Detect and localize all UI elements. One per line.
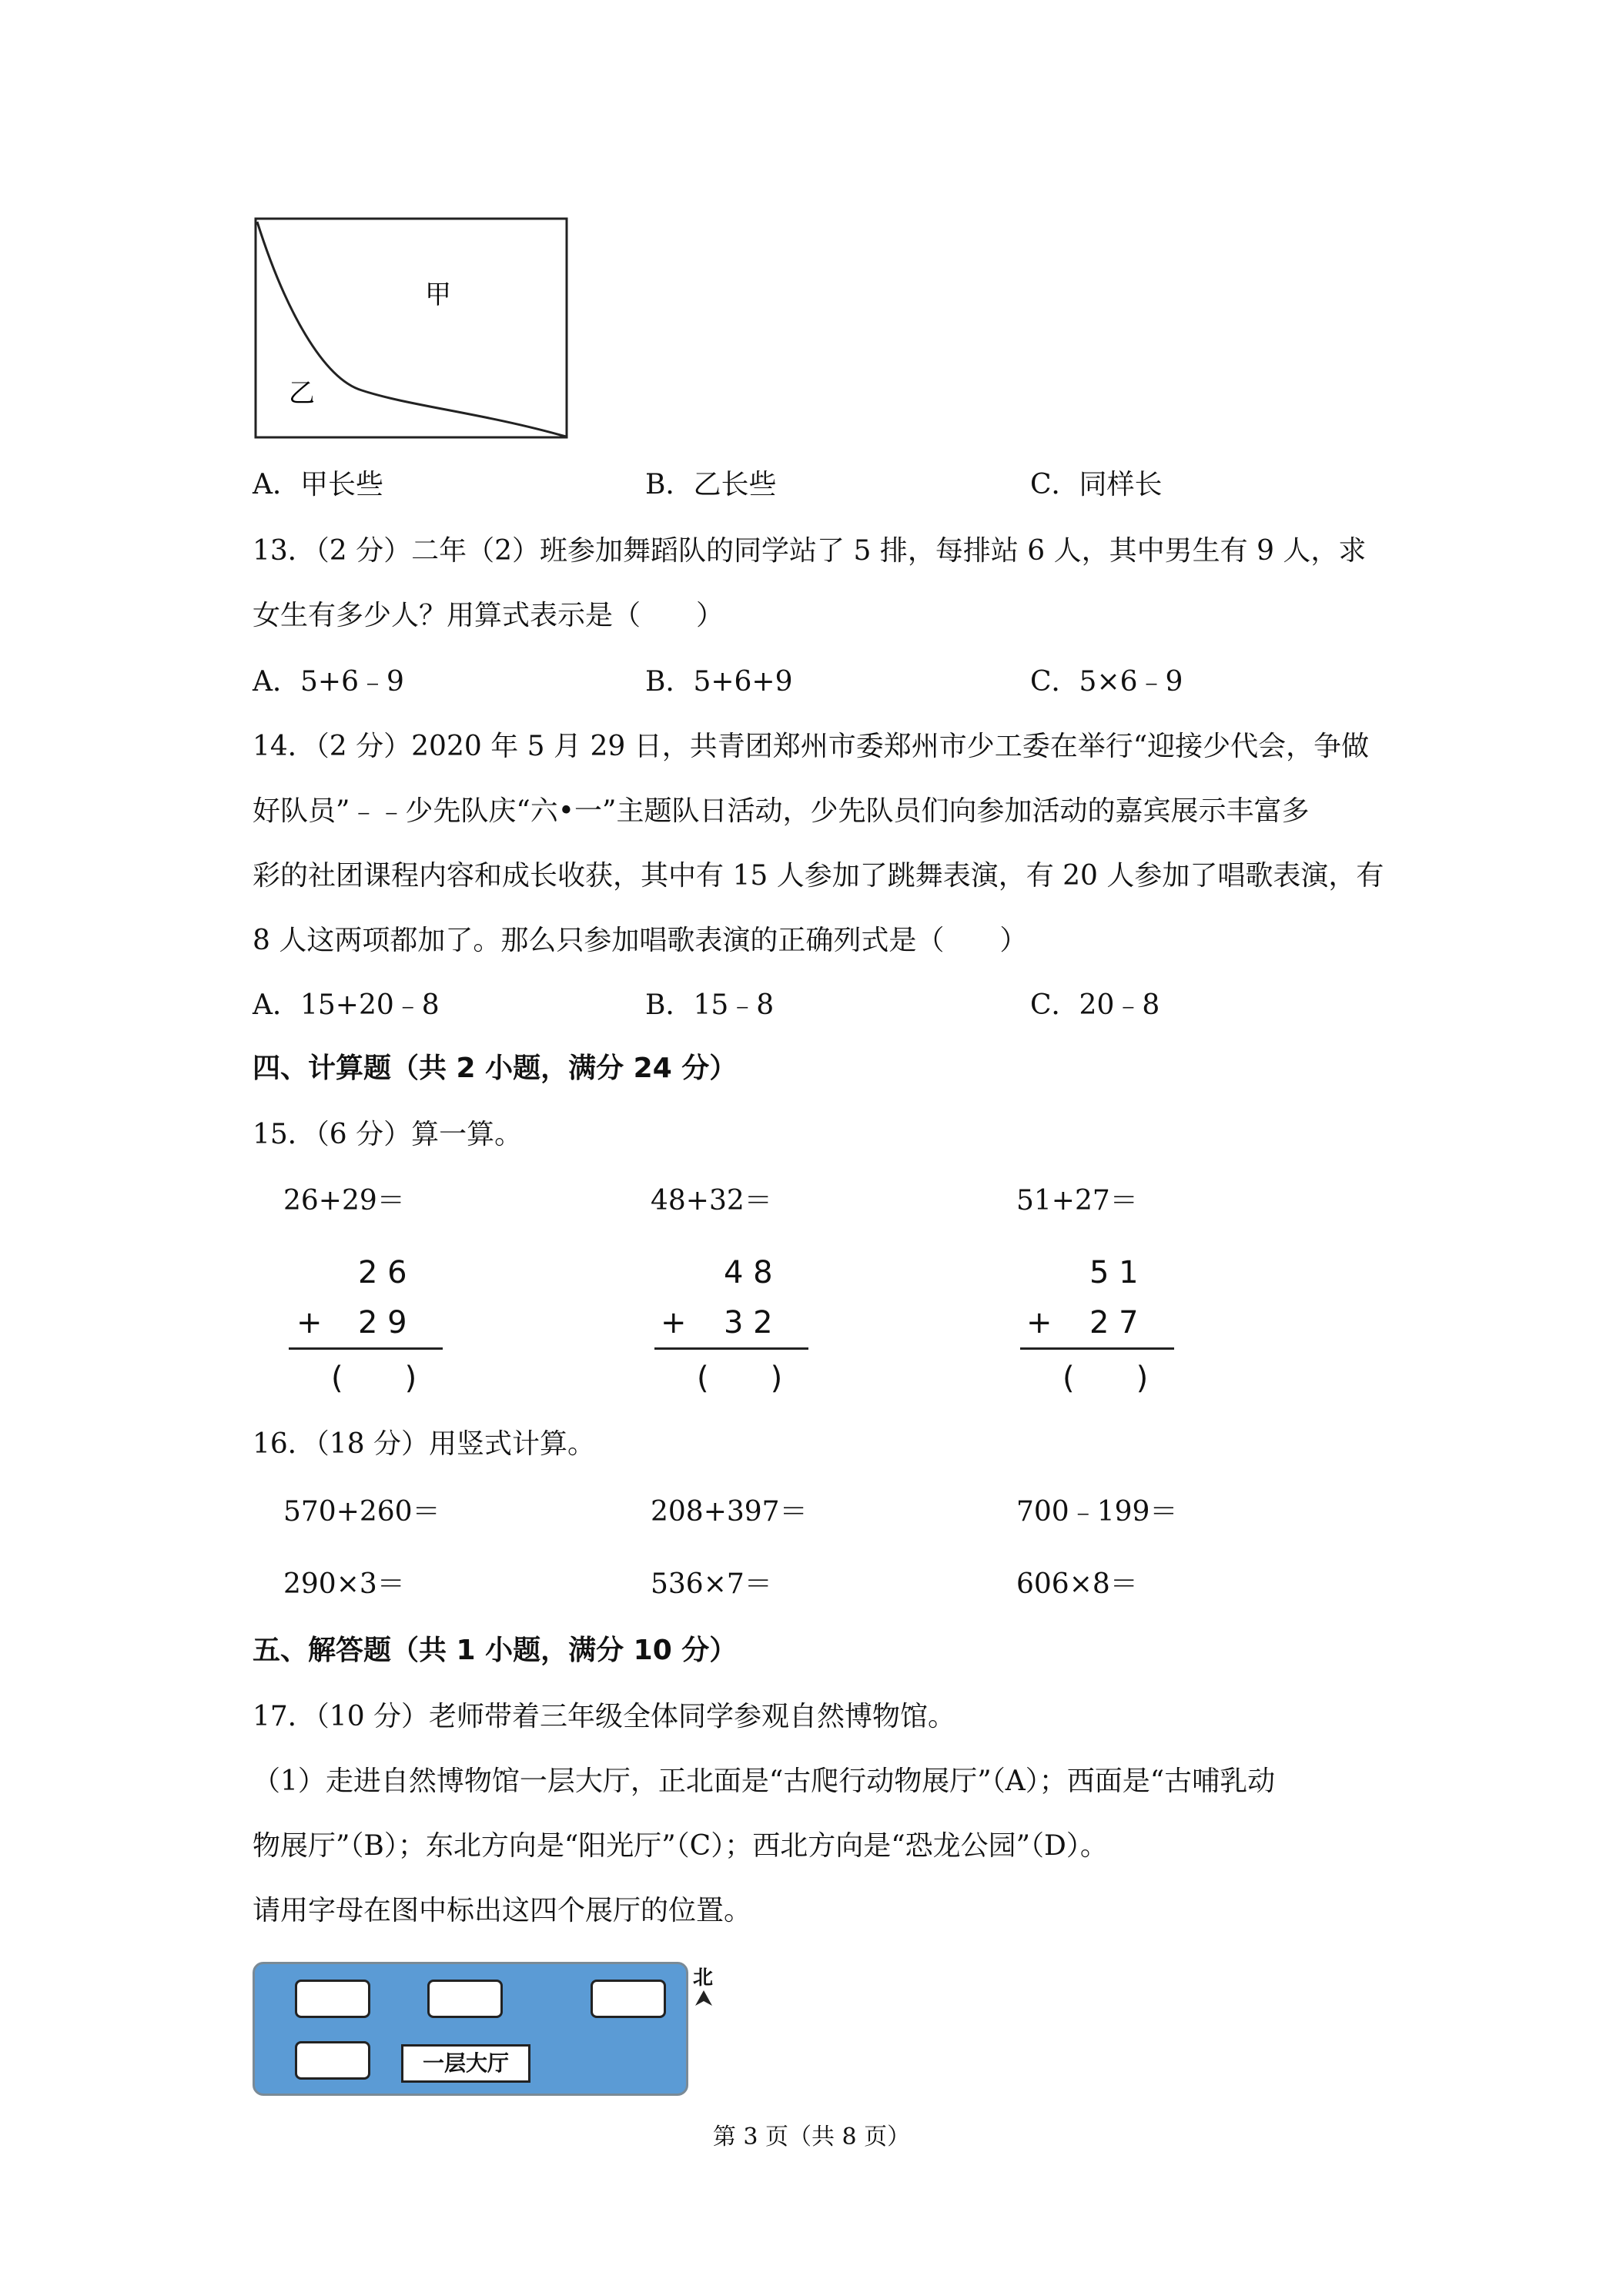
q15-vertical-2-bottom: 3 2 <box>724 1305 773 1340</box>
q17-line3: 请用字母在图中标出这四个展厅的位置。 <box>253 1895 752 1926</box>
q15-vertical-3-top: 5 1 <box>1089 1255 1139 1290</box>
q14-line3: 彩的社团课程内容和成长收获，其中有 15 人参加了跳舞表演，有 20 人参加了唱歌表演，有 <box>253 860 1384 892</box>
q15-vertical-2-line <box>654 1347 808 1350</box>
hall-box-west[interactable] <box>295 2041 370 2080</box>
q12-option-c: C．同样长 <box>1030 469 1163 500</box>
q15-vertical-1-bottom: 2 9 <box>358 1305 407 1340</box>
q15-vertical-3-line <box>1020 1347 1174 1350</box>
q15-vertical-3-bottom: 2 7 <box>1089 1305 1139 1340</box>
q16-title: 16．（18 分）用竖式计算。 <box>253 1428 596 1460</box>
region-label-jia: 甲 <box>425 279 451 310</box>
q17-title: 17．（10 分）老师带着三年级全体同学参观自然博物馆。 <box>253 1701 956 1732</box>
region-label-yi: 乙 <box>289 378 315 409</box>
q15-vertical-1-answer: ( ) <box>331 1361 417 1396</box>
q15-title: 15．（6 分）算一算。 <box>253 1119 523 1150</box>
q16-expression: 570+260＝ <box>283 1496 440 1528</box>
q14-line2: 好队员”﹣﹣少先队庆“六•一”主题队日活动，少先队员们向参加活动的嘉宾展示丰富多 <box>253 795 1310 827</box>
hall-box-northeast[interactable] <box>591 1980 666 2018</box>
hall-box-north[interactable] <box>427 1980 503 2018</box>
q13-option-c: C．5×6﹣9 <box>1030 666 1183 698</box>
q14-line4: 8 人这两项都加了。那么只参加唱歌表演的正确列式是（ ） <box>253 925 1028 956</box>
q14-option-a: A．15+20﹣8 <box>253 989 440 1021</box>
north-arrow-icon <box>694 1990 713 2006</box>
q16-expression: 606×8＝ <box>1016 1568 1138 1600</box>
q12-option-b: B．乙长些 <box>645 469 777 500</box>
q12-option-a: A．甲长些 <box>253 469 383 500</box>
north-label: 北 <box>693 1966 714 1990</box>
q15-equation-2: 48+32＝ <box>651 1185 772 1217</box>
q16-expression: 536×7＝ <box>651 1568 772 1600</box>
q14-option-c: C．20﹣8 <box>1030 989 1160 1021</box>
q15-vertical-1-line <box>289 1347 443 1350</box>
q15-equation-1: 26+29＝ <box>283 1185 405 1217</box>
hall-box-northwest[interactable] <box>295 1980 370 2018</box>
q15-vertical-2-plus: + <box>661 1305 687 1340</box>
q15-vertical-2-answer: ( ) <box>697 1361 783 1396</box>
section-4-title: 四、计算题（共 2 小题，满分 24 分） <box>253 1053 738 1084</box>
q15-vertical-1-plus: + <box>296 1305 323 1340</box>
q14-line1: 14．（2 分）2020 年 5 月 29 日，共青团郑州市委郑州市少工委在举行“迎接少代会，争做 <box>253 731 1370 762</box>
main-hall-box: 一层大厅 <box>401 2044 530 2083</box>
q13-line1: 13．（2 分）二年（2）班参加舞蹈队的同学站了 5 排，每排站 6 人，其中男生有 9 人，求 <box>253 535 1367 567</box>
q15-vertical-1-top: 2 6 <box>358 1255 407 1290</box>
q16-expression: 208+397＝ <box>651 1496 808 1528</box>
q13-line2: 女生有多少人？用算式表示是（ ） <box>253 600 724 631</box>
q13-option-b: B．5+6+9 <box>645 666 793 698</box>
q15-vertical-2-top: 4 8 <box>724 1255 773 1290</box>
museum-map <box>253 1962 688 2096</box>
section-5-title: 五、解答题（共 1 小题，满分 10 分） <box>253 1635 738 1666</box>
q16-expression: 700﹣199＝ <box>1016 1496 1178 1528</box>
q14-option-b: B．15﹣8 <box>645 989 775 1021</box>
q15-vertical-3-answer: ( ) <box>1062 1361 1149 1396</box>
q17-line1: （1）走进自然博物馆一层大厅，正北面是“古爬行动物展厅”（A）；西面是“古哺乳动 <box>253 1766 1276 1797</box>
page-footer: 第 3 页（共 8 页） <box>712 2124 911 2150</box>
q12-figure <box>254 217 570 440</box>
q15-vertical-3-plus: + <box>1026 1305 1052 1340</box>
q16-expression: 290×3＝ <box>283 1568 405 1600</box>
q17-line2: 物展厅”（B）；东北方向是“阳光厅”（C）；西北方向是“恐龙公园”（D）。 <box>253 1830 1108 1862</box>
q13-option-a: A．5+6﹣9 <box>253 666 404 698</box>
q15-equation-3: 51+27＝ <box>1016 1185 1138 1217</box>
